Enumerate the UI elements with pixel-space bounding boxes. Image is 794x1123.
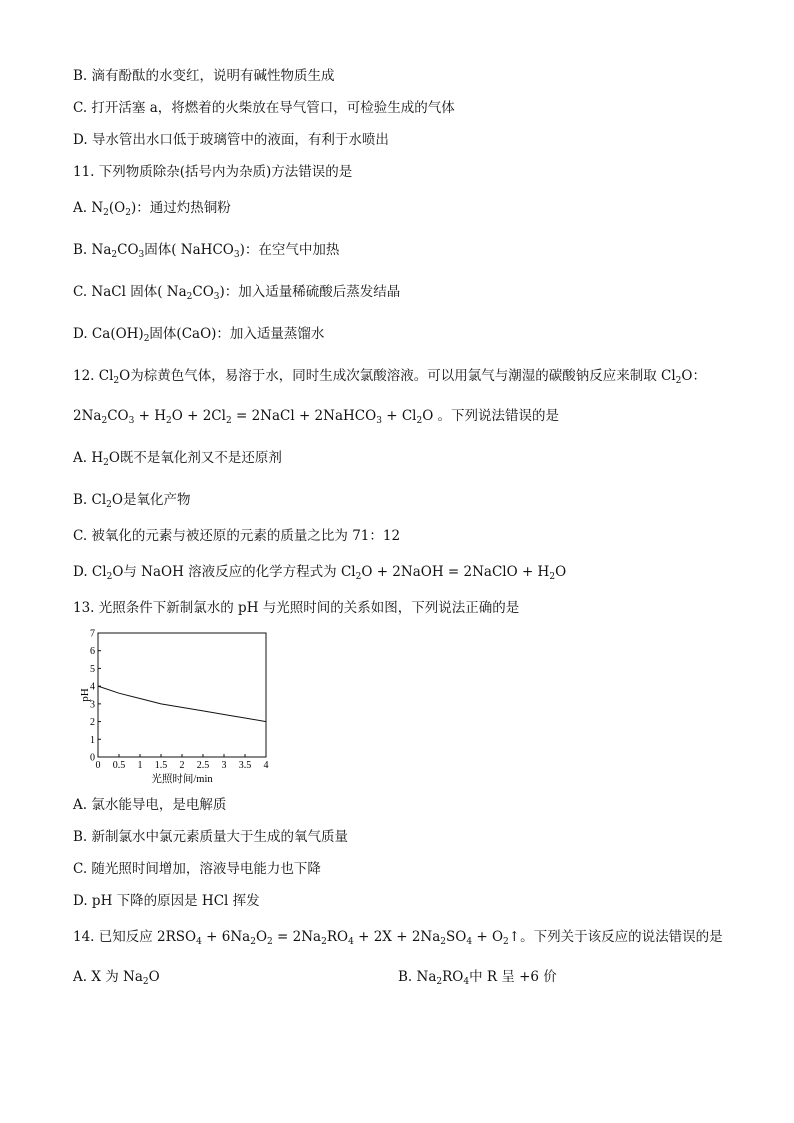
option-11b: B. $Na_2CO_3$固体( NaHCO$_3$)：在空气中加热	[73, 242, 340, 260]
option-13b: B. 新制氯水中氯元素质量大于生成的氧气质量	[73, 829, 349, 845]
question-12-equation: $2Na_2CO_3 + H_2O + 2Cl_2$ = 2NaCl + 2NaHCO$_3$ + $Cl_2O$ 。下列说法错误的是	[73, 408, 560, 426]
y-tick-label: 5	[90, 663, 95, 675]
option-13d: D. pH 下降的原因是 HCl 挥发	[73, 893, 260, 909]
plot-border	[98, 633, 266, 757]
option-13a: A. 氯水能导电，是电解质	[73, 797, 227, 813]
option-12a: A. $H_2O$既不是氧化剂又不是还原剂	[73, 450, 282, 468]
option-11a: A. $N_2(O_2)$：通过灼热铜粉	[73, 200, 231, 218]
ph-curve	[98, 686, 266, 722]
option-12d: D. $Cl_2O$与 NaOH 溶液反应的化学方程式为 $Cl_2O$ + 2NaOH = 2NaClO + $H_2O$	[73, 564, 567, 582]
option-12b: B. $Cl_2O$是氧化产物	[73, 492, 191, 510]
option-10d: D. 导水管出水口低于玻璃管中的液面，有利于水喷出	[73, 132, 389, 148]
x-tick-label: 0	[95, 760, 101, 771]
question-11: 11. 下列物质除杂(括号内为杂质)方法错误的是	[73, 164, 353, 180]
x-tick-label: 1	[137, 760, 143, 771]
option-14b: B. $Na_2RO_4$中 R 呈 +6 价	[398, 969, 557, 987]
question-13: 13. 光照条件下新制氯水的 pH 与光照时间的关系如图，下列说法正确的是	[73, 600, 520, 616]
x-tick-label: 1.5	[154, 760, 168, 771]
ph-time-chart	[76, 625, 286, 785]
option-11d: D. $Ca(OH)_2$固体(CaO)：加入适量蒸馏水	[73, 326, 325, 344]
chart-frame	[98, 633, 266, 757]
y-tick-label: 7	[90, 628, 95, 640]
option-10c: C. 打开活塞 a，将燃着的火柴放在导气管口，可检验生成的气体	[73, 100, 455, 116]
y-tick-label: 6	[90, 646, 95, 658]
x-tick-label: 2.5	[196, 760, 210, 771]
y-tick-label: 4	[90, 681, 95, 693]
x-tick-label: 0.5	[112, 760, 126, 771]
x-tick-label: 3	[221, 760, 227, 771]
option-13c: C. 随光照时间增加，溶液导电能力也下降	[73, 861, 321, 877]
y-axis-label: pH	[79, 688, 91, 702]
question-12: 12. $Cl_2O$为棕黄色气体，易溶于水，同时生成次氯酸溶液。可以用氯气与潮湿的碳酸钠反应来制取 $Cl_2O$：	[73, 368, 706, 386]
x-tick-label: 3.5	[238, 760, 252, 771]
chart-ticks	[90, 629, 269, 772]
x-axis-label: 光照时间/min	[151, 774, 213, 785]
option-11c: C. NaCl 固体( $Na_2CO_3$)：加入适量稀硫酸后蒸发结晶	[73, 284, 401, 302]
question-14: 14. 已知反应 $2RSO_4 + 6Na_2O_2 = 2Na_2RO_4 + 2X + 2Na_2SO_4$ + $O_2↑$。下列关于该反应的说法错误的是	[73, 929, 723, 947]
x-tick-label: 4	[263, 760, 269, 771]
y-tick-label: 0	[90, 752, 95, 764]
y-tick-label: 1	[90, 734, 95, 746]
y-tick-label: 2	[90, 717, 95, 729]
y-tick-label: 3	[90, 699, 95, 711]
option-12c: C. 被氧化的元素与被还原的元素的质量之比为 71：12	[73, 528, 401, 544]
option-10b: B. 滴有酚酞的水变红，说明有碱性物质生成	[73, 68, 335, 84]
x-tick-label: 2	[179, 760, 185, 771]
option-14a: A. X 为 $Na_2O$	[73, 969, 160, 987]
